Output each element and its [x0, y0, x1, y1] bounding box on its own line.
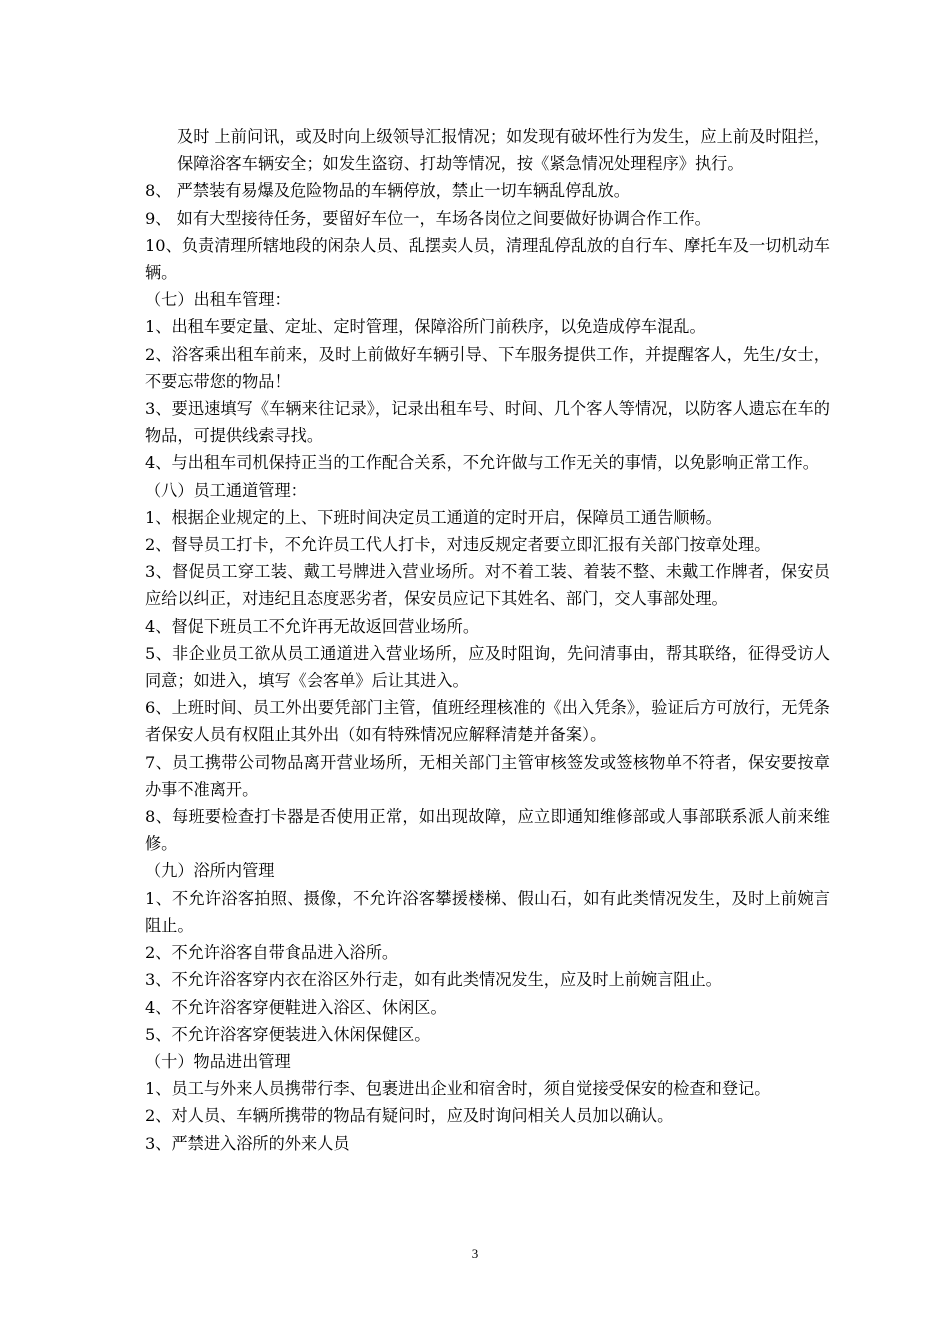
item-10-clear-loiterers: 10、负责清理所辖地段的闲杂人员、乱摆卖人员，清理乱停乱放的自行车、摩托车及一切机动车辆。 [145, 235, 830, 283]
taxi-item-1: 1、出租车要定量、定址、定时管理，保障浴所门前秩序，以免造成停车混乱。 [145, 317, 706, 337]
goods-item-1: 1、员工与外来人员携带行李、包裹进出企业和宿舍时，须自觉接受保安的检查和登记。 [145, 1079, 771, 1099]
bath-item-1: 1、不允许浴客拍照、摄像，不允许浴客攀援楼梯、假山石，如有此类情况发生，及时上前婉言阻止。 [145, 888, 830, 935]
staff-item-8: 8、每班要检查打卡器是否使用正常，如出现故障，应立即通知维修部或人事部联系派人前来维修。 [145, 807, 830, 854]
staff-item-6: 6、上班时间、员工外出要凭部门主管，值班经理核准的《出入凭条》，验证后方可放行，无凭条者保安人员有权阻止其外出（如有特殊情况应解释清楚并备案）。 [145, 698, 830, 745]
bath-item-4: 4、不允许浴客穿便鞋进入浴区、休闲区。 [145, 997, 447, 1017]
staff-item-5: 5、非企业员工欲从员工通道进入营业场所，应及时阻询，先问清事由，帮其联络，征得受访人同意；如进入，填写《会客单》后让其进入。 [145, 643, 830, 691]
taxi-item-3: 3、要迅速填写《车辆来往记录》，记录出租车号、时间、几个客人等情况，以防客人遗忘在车的物品，可提供线索寻找。 [145, 399, 830, 446]
section-heading-goods: （十）物品进出管理 [145, 1051, 291, 1071]
bath-item-3: 3、不允许浴客穿内衣在浴区外行走，如有此类情况发生，应及时上前婉言阻止。 [145, 970, 722, 990]
taxi-item-4: 4、与出租车司机保持正当的工作配合关系，不允许做与工作无关的事情，以免影响正常工作。 [145, 453, 819, 473]
goods-item-2: 2、对人员、车辆所携带的物品有疑问时，应及时询问相关人员加以确认。 [145, 1106, 674, 1126]
staff-item-4: 4、督促下班员工不允许再无故返回营业场所。 [145, 616, 480, 636]
continuation-paragraph: 及时 上前问讯，或及时向上级领导汇报情况；如发现有破坏性行为发生，应上前及时阻拦，保障浴客车辆安全；如发生盗窃、打劫等情况，按《紧急情况处理程序》执行。 [177, 127, 830, 174]
item-8-no-dangerous-vehicles: 8、 严禁装有易爆及危险物品的车辆停放，禁止一切车辆乱停乱放。 [145, 181, 630, 201]
section-heading-bath-interior: （九）浴所内管理 [145, 861, 275, 881]
goods-item-3: 3、严禁进入浴所的外来人员 [145, 1133, 350, 1153]
section-heading-staff-passage: （八）员工通道管理： [145, 480, 307, 500]
item-9-reserve-parking: 9、 如有大型接待任务，要留好车位一，车场各岗位之间要做好协调合作工作。 [145, 208, 711, 228]
bath-item-5: 5、不允许浴客穿便装进入休闲保健区。 [145, 1024, 431, 1044]
page-number: 3 [471, 1246, 479, 1261]
staff-item-1: 1、根据企业规定的上、下班时间决定员工通道的定时开启，保障员工通告顺畅。 [145, 507, 722, 527]
document-body [145, 123, 830, 1157]
taxi-item-2: 2、浴客乘出租车前来，及时上前做好车辆引导、下车服务提供工作，并提醒客人，先生/女士，不要忘带您的物品！ [145, 344, 830, 391]
bath-item-2: 2、不允许浴客自带食品进入浴所。 [145, 943, 399, 963]
staff-item-3: 3、督促员工穿工装、戴工号牌进入营业场所。对不着工装、着装不整、未戴工作牌者，保安员应给以纠正，对违纪且态度恶劣者，保安员应记下其姓名、部门，交人事部处理。 [145, 562, 830, 609]
staff-item-7: 7、员工携带公司物品离开营业场所，无相关部门主管审核签发或签核物单不符者，保安要按章办事不准离开。 [145, 752, 830, 799]
staff-item-2: 2、督导员工打卡，不允许员工代人打卡，对违反规定者要立即汇报有关部门按章处理。 [145, 535, 771, 555]
section-heading-taxi: （七）出租车管理： [145, 290, 291, 310]
